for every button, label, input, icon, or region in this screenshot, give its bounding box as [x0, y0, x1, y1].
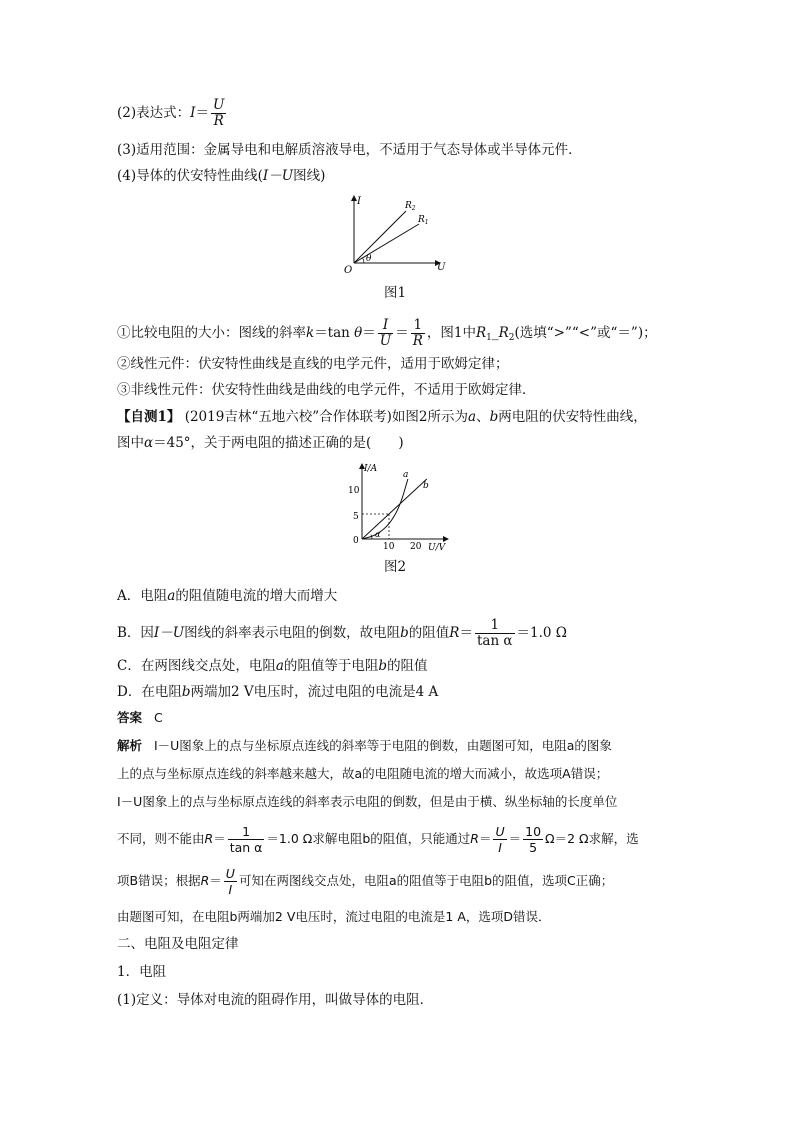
frac-num: 10: [525, 824, 542, 839]
frac-num: U: [225, 866, 235, 881]
frac-num: 1: [411, 318, 425, 334]
one-over-r-fraction: [411, 318, 425, 349]
equals-sign: ＝: [195, 105, 209, 121]
fig2-x-label: U/V: [428, 543, 446, 553]
a4-fraction-2: [493, 824, 506, 855]
a4-eq: ＝: [213, 831, 226, 846]
fig2-label-b: b: [423, 481, 429, 491]
frac-den: I: [228, 882, 233, 897]
a4-mid: ＝1.0 Ω求解电阻b的阻值，只能通过: [266, 831, 471, 846]
answer-value: C: [153, 710, 163, 725]
fraction-denominator: R: [213, 113, 224, 129]
option-b-r: R: [449, 625, 460, 641]
a4-fraction-3: [523, 824, 543, 855]
analysis-line-4: [117, 824, 639, 855]
frac-num: 1: [475, 618, 515, 634]
expression-line: [117, 98, 228, 129]
fig2-caption: 图2: [384, 559, 407, 575]
a4-eq3: ＝: [508, 831, 522, 846]
option-d-post: 两端加2 V电压时，流过电阻的电流是4 A: [190, 684, 439, 700]
a4-fraction-1: [228, 824, 265, 855]
option-b-var2: b: [400, 625, 409, 641]
option-a-post: 的阻值随电流的增大而增大: [175, 588, 338, 604]
subsection-1-title: 1．电阻: [117, 964, 167, 980]
question-line1-end: 两电阻的伏安特性曲线，: [498, 409, 647, 425]
option-c-var2: b: [378, 658, 388, 674]
option-c: [117, 660, 428, 674]
frac-num: 1: [228, 824, 265, 840]
fig2-angle-label: α: [375, 530, 381, 539]
r1-subscript: 1: [486, 333, 492, 343]
option-a-var: a: [167, 588, 176, 604]
option-d-pre: D．在电阻: [117, 684, 182, 700]
option-b-mid: 图线的斜率表示电阻的倒数，故电阻: [184, 625, 401, 641]
question-line2-pre: 图中: [117, 435, 144, 451]
question-source: (2019吉林“五地六校”合作体联考)如图2所示为: [184, 409, 468, 425]
option-b-pre: B．因: [117, 625, 154, 641]
option-b-var1: I－U: [153, 625, 185, 641]
compare-eq2: ＝: [362, 325, 376, 341]
resistor-a: a: [468, 409, 477, 425]
fig2-y-tick-5: 5: [353, 512, 359, 522]
fig1-label-r2: $R_2$: [405, 201, 416, 212]
expression-label: (2)表达式：: [117, 105, 191, 121]
question-tag: 【自测1】: [117, 409, 181, 425]
option-b: [117, 618, 567, 649]
r2-symbol: R: [498, 325, 509, 341]
a4-r2: R: [470, 831, 479, 846]
analysis-line-3: I－U图象上的点与坐标原点连线的斜率表示电阻的倒数，但是由于横、纵坐标轴的长度单位: [117, 794, 618, 809]
compare-eq1: ＝tan: [314, 325, 355, 341]
answer-line: [117, 712, 163, 725]
linear-element-line: ②线性元件：伏安特性曲线是直线的电学元件，适用于欧姆定律；: [117, 356, 509, 372]
separator: 、: [476, 409, 490, 425]
section-2-title: 二、电阻及电阻定律: [117, 936, 239, 952]
r1-symbol: R: [475, 325, 487, 341]
frac-den: R: [412, 333, 423, 349]
option-b-eq: ＝: [459, 625, 473, 641]
nonlinear-element-line: ③非线性元件：伏安特性曲线是曲线的电学元件，不适用于欧姆定律．: [117, 382, 536, 398]
a4-r: R: [204, 831, 214, 846]
heading-pre: (4)导体的伏安特性曲线(: [117, 168, 263, 184]
frac-num: U: [495, 824, 505, 839]
question-line2-post: ＝45°，关于两电阻的描述正确的是( ): [153, 435, 404, 451]
a5-r: R: [200, 873, 210, 888]
a4-pre: 不同，则不能由: [117, 831, 205, 846]
fig1-caption: 图1: [384, 285, 407, 301]
fig1-label-r1: $R_1$: [418, 215, 429, 226]
a5-eq: ＝: [209, 873, 222, 888]
compare-mid: ，图1中: [426, 325, 476, 341]
fig2-y-label: I/A: [364, 464, 378, 474]
compare-pre: ①比较电阻的大小：图线的斜率: [117, 325, 306, 341]
a4-eq2: ＝: [478, 831, 492, 846]
option-d-var: b: [181, 684, 191, 700]
fig2-y-tick-0: 0: [353, 536, 359, 546]
heading-var: I－U: [262, 168, 294, 184]
option-c-mid: 的阻值等于电阻: [283, 658, 379, 674]
fig1-origin-label: O: [344, 265, 353, 276]
question-line-2: [117, 437, 404, 451]
analysis-label: 解析: [117, 738, 143, 753]
compare-post: (选填“>”“<”或“＝”)；: [514, 325, 657, 341]
scope-line: (3)适用范围：金属导电和电解质溶液导电，不适用于气态导体或半导体元件．: [117, 142, 582, 158]
current-symbol: I: [190, 105, 196, 121]
a5-pre: 项B错误；根据: [117, 873, 201, 888]
question-line-1: [117, 411, 647, 425]
characteristic-curve-heading: [117, 170, 325, 184]
fig1-y-label: I: [357, 196, 361, 207]
analysis-line-6: 由题图可知，在电阻b两端加2 V电压时，流过电阻的电流是1 A，选项D错误．: [117, 909, 551, 924]
analysis-text-1: I－U图象上的点与坐标原点连线的斜率等于电阻的倒数，由题图可知，电阻a的图象: [153, 738, 612, 753]
a5-fraction: [224, 866, 237, 897]
option-c-post: 的阻值: [387, 658, 428, 674]
frac-den: U: [379, 333, 392, 349]
option-b-post: ＝1.0 Ω: [516, 625, 568, 641]
fraction-numerator: U: [212, 97, 225, 113]
option-c-var1: a: [275, 658, 284, 674]
fig1-angle-label: θ: [366, 254, 372, 264]
i-over-u-fraction: [378, 318, 393, 349]
r2-subscript: 2: [508, 333, 515, 343]
option-d: [117, 686, 438, 700]
compare-resistance-line: [117, 318, 657, 349]
compare-eq3: ＝: [395, 325, 409, 341]
option-b-fraction: [475, 618, 515, 649]
option-c-pre: C．在两图线交点处，电阻: [117, 658, 276, 674]
frac-num: I: [378, 318, 393, 334]
alpha-symbol: α: [144, 435, 154, 451]
theta-symbol: θ: [354, 325, 363, 341]
option-b-mid2: 的阻值: [408, 625, 450, 641]
a4-post: Ω＝2 Ω求解，选: [545, 831, 639, 846]
a5-post: 可知在两图线交点处，电阻a的阻值等于电阻b的阻值，选项C正确；: [238, 873, 614, 888]
fill-blank: _: [491, 325, 499, 341]
fig2-x-tick-10: 10: [383, 542, 395, 552]
answer-label: 答案: [117, 710, 143, 725]
figure-2: [340, 461, 455, 553]
fig2-label-a: a: [403, 470, 409, 480]
option-a-pre: A．电阻: [117, 588, 168, 604]
analysis-line-5: [117, 866, 613, 897]
fig2-curve-b: [362, 479, 427, 539]
analysis-line-2: 上的点与坐标原点连线的斜率越来越大，故a的电阻随电流的增大而减小，故选项A错误；: [117, 766, 609, 781]
fig1-angle-arc: [363, 258, 364, 263]
frac-den: 5: [529, 840, 538, 855]
option-a: [117, 590, 337, 604]
frac-den: tan α: [229, 840, 263, 855]
fig1-x-label: U: [437, 262, 446, 273]
fig2-curve-a: [362, 479, 408, 539]
frac-den: tan α: [476, 633, 513, 649]
fig2-y-tick-10: 10: [348, 486, 360, 496]
analysis-line-1: [117, 740, 612, 753]
slope-k: k: [306, 325, 315, 341]
heading-post: 图线): [293, 168, 326, 184]
figure-1: [340, 192, 455, 277]
fig2-x-tick-20: 20: [410, 542, 422, 552]
resistor-b: b: [489, 409, 499, 425]
frac-den: I: [498, 840, 502, 855]
ohm-fraction: [211, 98, 226, 129]
definition-line: (1)定义：导体对电流的阻碍作用，叫做导体的电阻．: [117, 992, 434, 1008]
